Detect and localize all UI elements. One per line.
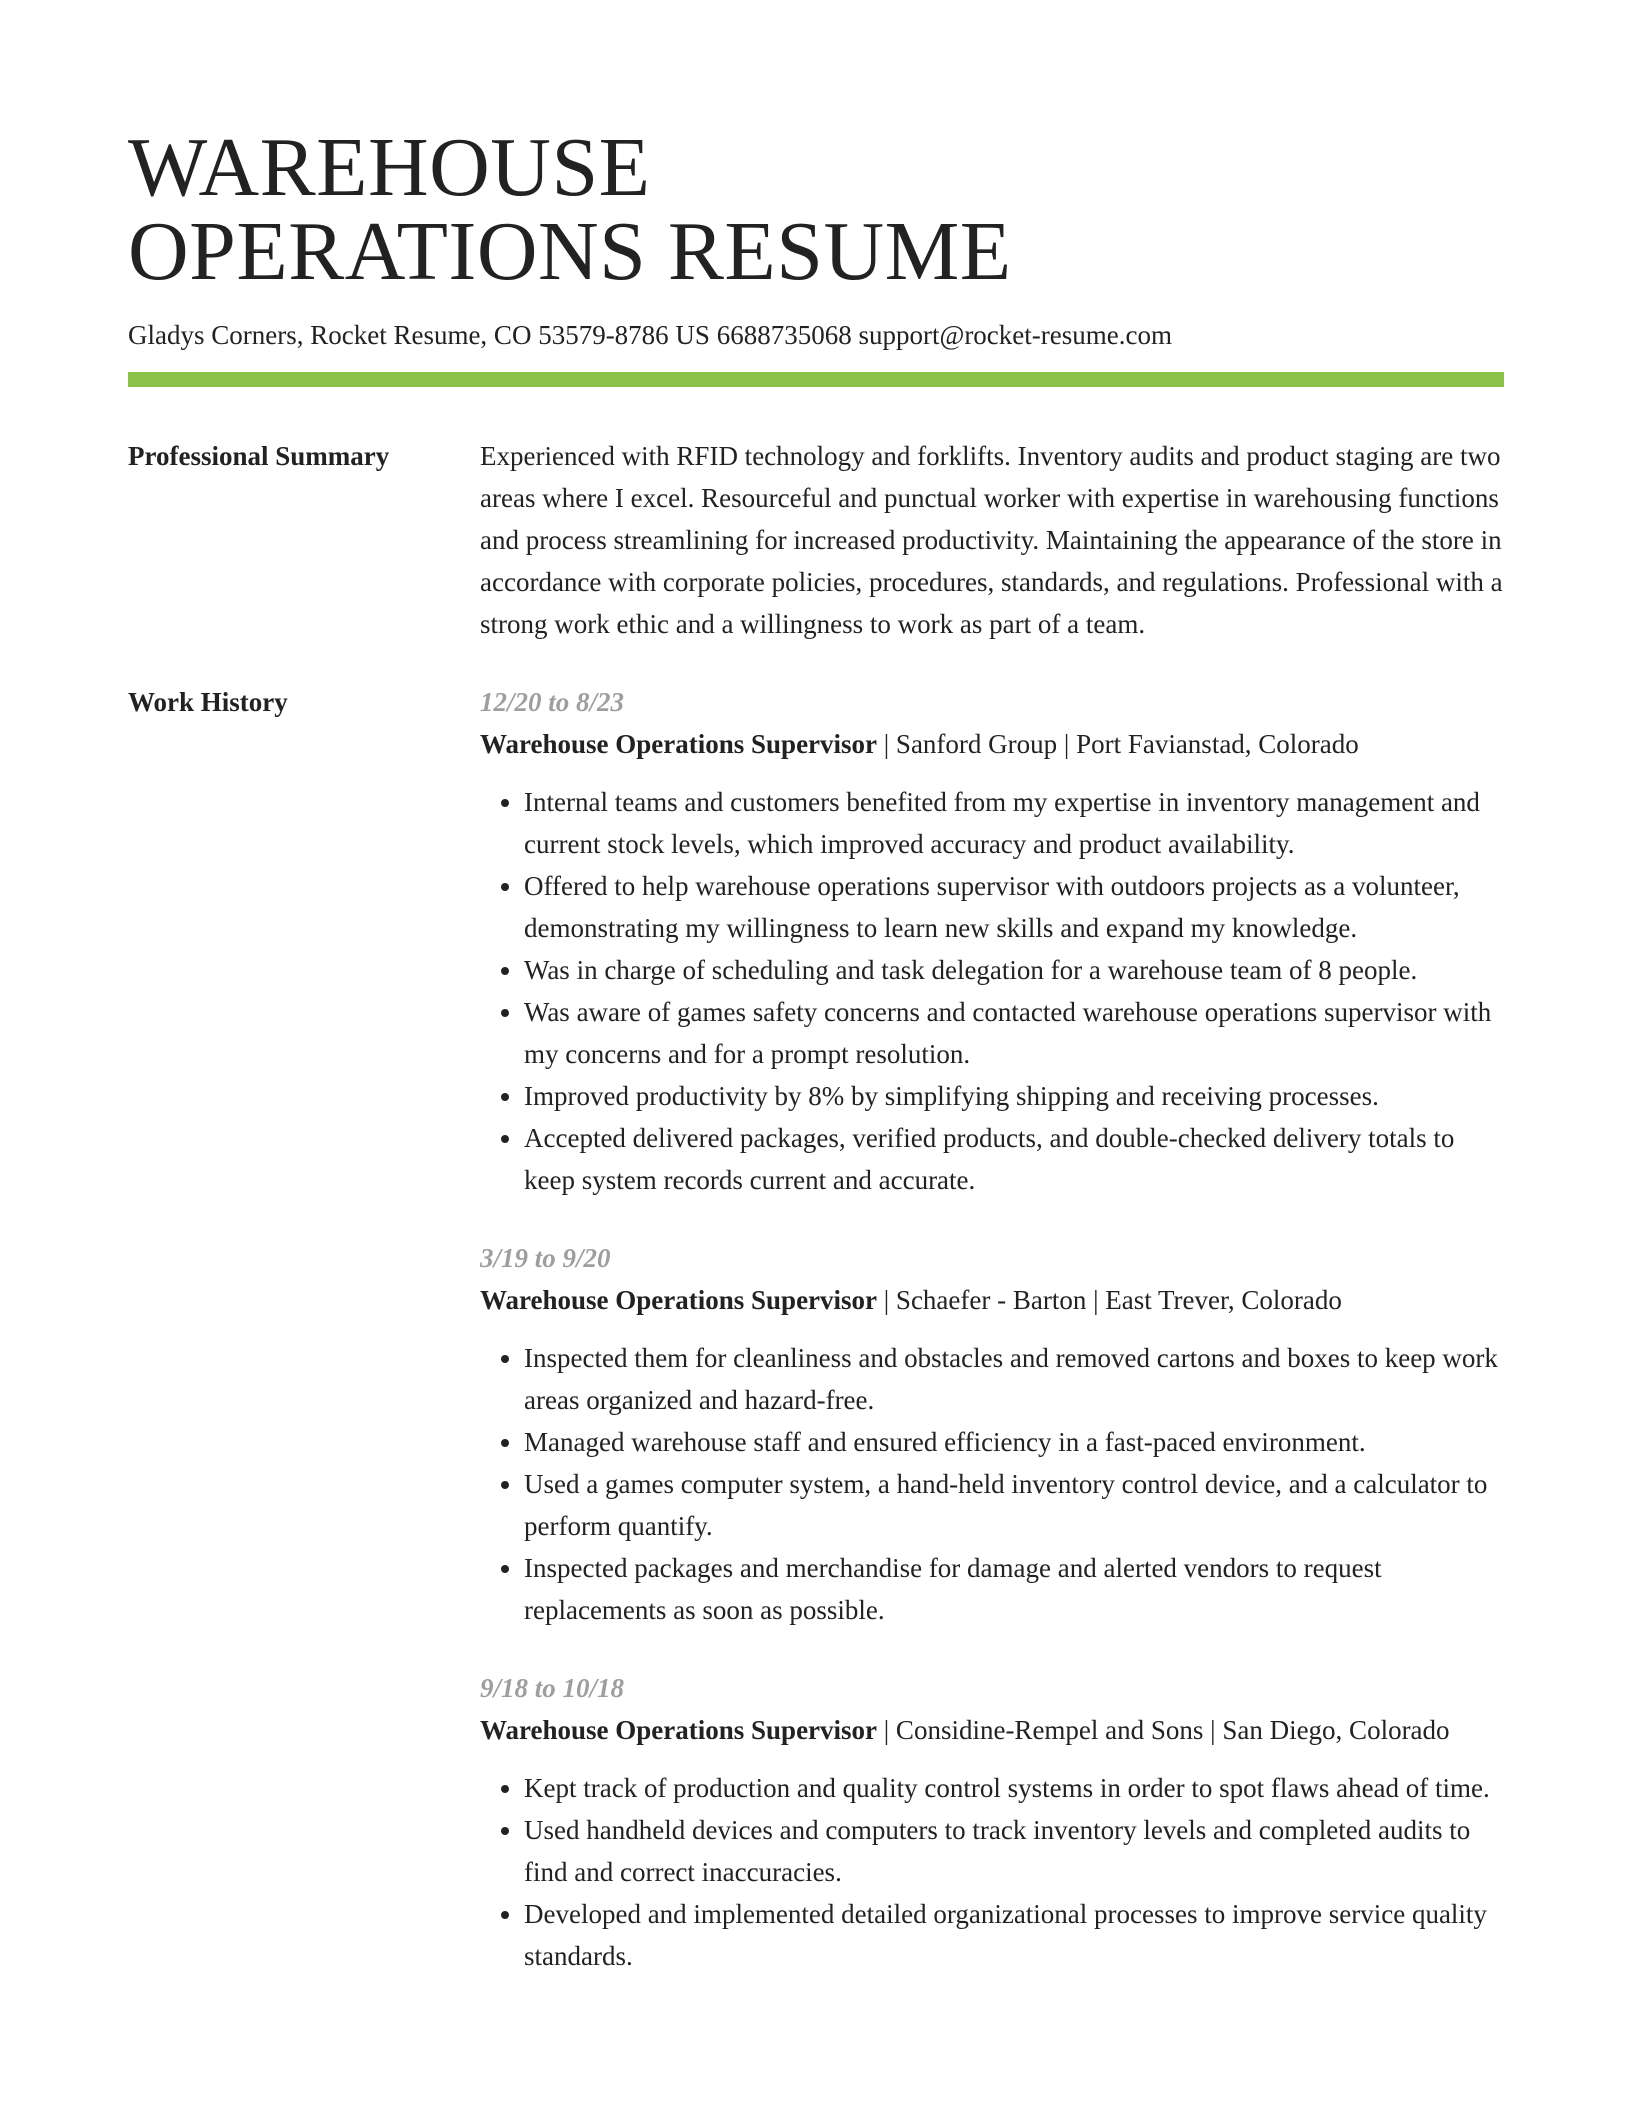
job-bullet: • Developed and implemented detailed organizational processes to improve service quality standards. [524, 1893, 1504, 1977]
resume-page [128, 0, 1504, 1977]
job-bullet: • Internal teams and customers benefited from my expertise in inventory management and current stock levels, which improved accuracy and product availability. [524, 781, 1504, 865]
job-dates: 9/18 to 10/18 [480, 1673, 625, 1703]
section-label-summary: Professional Summary [128, 441, 390, 471]
job-bullet: • Offered to help warehouse operations supervisor with outdoors projects as a volunteer, demonstrating my willingness to learn new skills and expand my knowledge. [524, 865, 1504, 949]
job-bullet: • Managed warehouse staff and ensured efficiency in a fast-paced environment. [524, 1421, 1504, 1463]
title-line-2: OPERATIONS RESUME [128, 205, 1012, 298]
job-bullet: • Improved productivity by 8% by simplifying shipping and receiving processes. [524, 1075, 1504, 1117]
job-details: | Schaefer - Barton | East Trever, Colorado [877, 1285, 1342, 1315]
job-heading [480, 1709, 1504, 1751]
section-label-work-history: Work History [128, 687, 288, 717]
job-bullet: • Used a games computer system, a hand-held inventory control device, and a calculator to perform quantify. [524, 1463, 1504, 1547]
job-details: | Sanford Group | Port Favianstad, Colorado [877, 729, 1359, 759]
job-bullet-list [480, 1337, 1504, 1631]
job-title: Warehouse Operations Supervisor [480, 729, 878, 759]
work-history-section [128, 681, 1504, 1977]
summary-body [480, 435, 1504, 645]
job-title: Warehouse Operations Supervisor [480, 1715, 878, 1745]
job-title: Warehouse Operations Supervisor [480, 1285, 878, 1315]
job-entry [480, 1237, 1504, 1631]
job-details: | Considine-Rempel and Sons | San Diego, Colorado [877, 1715, 1450, 1745]
resume-title [128, 0, 1504, 298]
job-bullet: • Was in charge of scheduling and task delegation for a warehouse team of 8 people. [524, 949, 1504, 991]
job-bullet: • Kept track of production and quality control systems in order to spot flaws ahead of time. [524, 1767, 1504, 1809]
header-divider [128, 372, 1504, 387]
job-dates: 12/20 to 8/23 [480, 687, 625, 717]
job-dates: 3/19 to 9/20 [480, 1243, 611, 1273]
job-bullet-list [480, 781, 1504, 1201]
job-entry [480, 1667, 1504, 1977]
job-bullet: • Accepted delivered packages, verified products, and double-checked delivery totals to keep system records current and accurate. [524, 1117, 1504, 1201]
work-history-body [480, 681, 1504, 1977]
title-line-1: WAREHOUSE [128, 121, 651, 214]
job-bullet: • Inspected packages and merchandise for damage and alerted vendors to request replacements as soon as possible. [524, 1547, 1504, 1631]
job-bullet: • Inspected them for cleanliness and obstacles and removed cartons and boxes to keep work areas organized and hazard-free. [524, 1337, 1504, 1421]
job-bullet: • Used handheld devices and computers to track inventory levels and completed audits to find and correct inaccuracies. [524, 1809, 1504, 1893]
professional-summary-section [128, 435, 1504, 645]
contact-info: Gladys Corners, Rocket Resume, CO 53579-8786 US 6688735068 support@rocket-resume.com [128, 320, 1172, 350]
job-bullet: • Was aware of games safety concerns and contacted warehouse operations supervisor with my concerns and for a prompt resolution. [524, 991, 1504, 1075]
job-heading [480, 1279, 1504, 1321]
job-heading [480, 723, 1504, 765]
summary-text: Experienced with RFID technology and forklifts. Inventory audits and product staging are two areas where I excel. Resourceful and punctual worker with expertise in warehousing functions and process streamlining for increased productivity. Maintaining the appearance of the store in accordance with corporate policies, procedures, standards, and regulations. Professional with a strong work ethic and a willingness to work as part of a team. [480, 441, 1503, 639]
job-bullet-list [480, 1767, 1504, 1977]
job-entry [480, 681, 1504, 1201]
